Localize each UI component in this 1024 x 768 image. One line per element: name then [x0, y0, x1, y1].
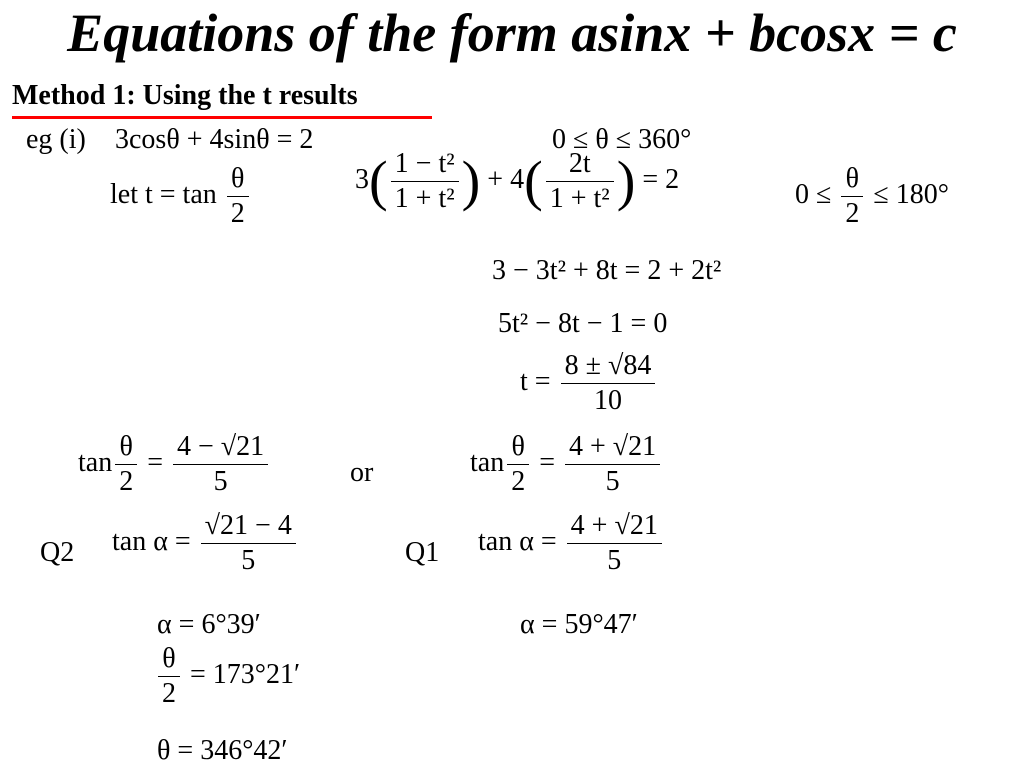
example-equation: 3cosθ + 4sinθ = 2 [115, 124, 314, 155]
step-expanded: 3 − 3t² + 8t = 2 + 2t² [492, 255, 722, 286]
slide-title: Equations of the form asinx + bcosx = c [67, 3, 957, 63]
fraction-numerator: θ [231, 163, 245, 194]
alpha-q1-result: α = 59°47′ [520, 609, 638, 640]
paren-open: ( [369, 150, 388, 213]
theta-final-result: θ = 346°42′ [157, 735, 288, 766]
coefficient-a: 3 [355, 163, 369, 195]
fraction-numerator: √21 − 4 [204, 510, 292, 541]
quadratic-solution-fraction [561, 352, 656, 415]
quadrant-1-label: Q1 [405, 537, 440, 568]
substituted-equation [355, 150, 679, 213]
fraction-denominator: 5 [607, 545, 622, 576]
or-text: or [350, 457, 374, 488]
example-range: 0 ≤ θ ≤ 360° [552, 124, 692, 155]
quadrant-1-equation [478, 512, 665, 575]
method-underline [12, 116, 432, 119]
method-heading: Method 1: Using the t results [12, 80, 358, 111]
fraction-numerator: 4 + √21 [569, 431, 657, 462]
half-angle-rhs: = 173°21′ [190, 658, 301, 690]
fraction-denominator: 2 [845, 198, 860, 229]
half-angle-fraction [158, 645, 180, 708]
fraction-denominator: 2 [230, 198, 245, 229]
example-label: eg (i) [26, 124, 86, 155]
case-value-fraction [565, 433, 660, 496]
tan-text: tan [470, 446, 505, 478]
fraction-denominator: 2 [162, 678, 176, 709]
half-angle-fraction [227, 165, 249, 228]
case-positive [470, 433, 663, 496]
half-angle-fraction [507, 433, 529, 496]
fraction-numerator: 4 + √21 [570, 510, 658, 541]
fraction-denominator: 1 + t² [549, 183, 610, 214]
range-tail: ≤ 180° [873, 178, 949, 210]
fraction-b [546, 150, 614, 213]
fraction-numerator: 8 ± √84 [564, 350, 652, 381]
plus-coefficient-b: + 4 [487, 163, 525, 195]
tan-text: tan [78, 446, 113, 478]
let-text: let t = tan [110, 178, 217, 210]
fraction-denominator: 5 [213, 466, 228, 497]
half-angle-result [155, 645, 300, 708]
fraction-numerator: 4 − √21 [177, 431, 265, 462]
step-quadratic: 5t² − 8t − 1 = 0 [498, 308, 668, 339]
t-lhs: t = [520, 365, 551, 397]
fraction-numerator: θ [845, 163, 860, 194]
fraction-numerator: θ [119, 431, 133, 462]
case-value-fraction [173, 433, 268, 496]
fraction-denominator: 5 [605, 466, 620, 497]
fraction-numerator: 1 − t² [394, 148, 455, 179]
q2-fraction [201, 512, 296, 575]
fraction-denominator: 5 [241, 545, 256, 576]
equals-sign: = [539, 446, 556, 478]
substitution-definition [110, 165, 252, 228]
fraction-a [391, 150, 459, 213]
fraction-denominator: 1 + t² [394, 183, 455, 214]
half-angle-fraction [841, 165, 863, 228]
fraction-denominator: 2 [511, 466, 526, 497]
tan-alpha-lhs: tan α = [478, 525, 557, 557]
q1-fraction [567, 512, 662, 575]
fraction-denominator: 2 [119, 466, 134, 497]
paren-close: ) [461, 150, 481, 213]
quadrant-2-label: Q2 [40, 537, 75, 568]
fraction-numerator: θ [511, 431, 525, 462]
quadrant-2-equation [112, 512, 299, 575]
case-negative [78, 433, 271, 496]
step-quadratic-formula [520, 352, 658, 415]
paren-open: ( [524, 150, 543, 213]
half-angle-range [795, 165, 949, 228]
fraction-denominator: 10 [593, 385, 622, 416]
fraction-numerator: θ [162, 643, 176, 674]
alpha-q2-result: α = 6°39′ [157, 609, 261, 640]
range-lead: 0 ≤ [795, 178, 832, 210]
paren-close: ) [616, 150, 636, 213]
equation-rhs: = 2 [642, 163, 680, 195]
fraction-numerator: 2t [568, 148, 591, 179]
tan-alpha-lhs: tan α = [112, 525, 191, 557]
half-angle-fraction [115, 433, 137, 496]
equals-sign: = [147, 446, 164, 478]
